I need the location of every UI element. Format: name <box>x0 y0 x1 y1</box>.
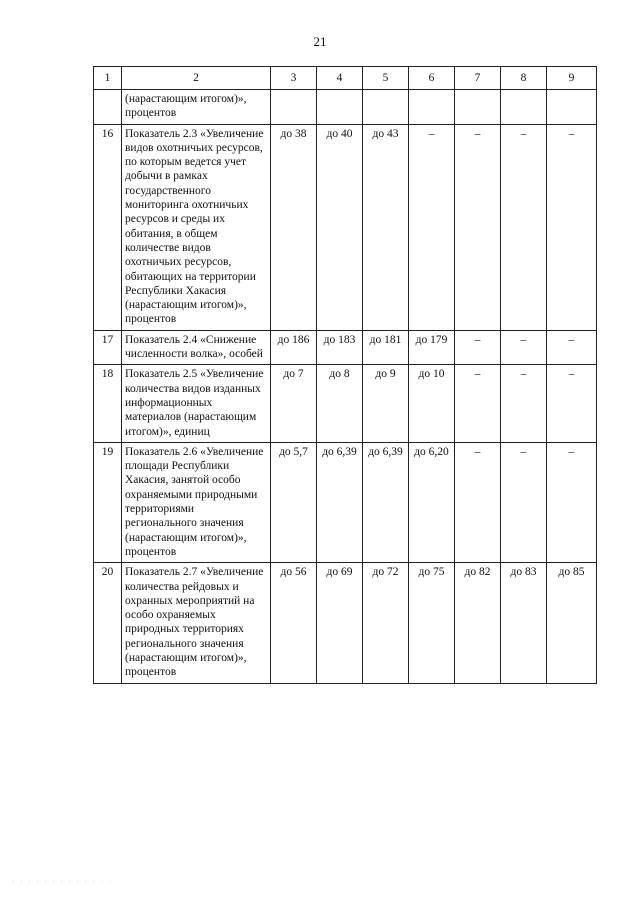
table-row <box>94 442 597 562</box>
row-number: 17 <box>94 330 122 365</box>
header-cell: 8 <box>501 67 547 90</box>
value-cell: до 5,7 <box>271 442 317 562</box>
value-cell: – <box>455 442 501 562</box>
value-cell: до 7 <box>271 365 317 442</box>
value-cell: – <box>501 365 547 442</box>
indicator-name: Показатель 2.6 «Увеличение площади Республики Хакасия, занятой особо охраняемыми природными территориями регионального значения (нарастающим итогом)», процентов <box>122 442 271 562</box>
row-number: 18 <box>94 365 122 442</box>
value-cell: до 43 <box>363 124 409 330</box>
value-cell <box>455 90 501 125</box>
table-row <box>94 365 597 442</box>
header-cell: 1 <box>94 67 122 90</box>
page-number: 21 <box>313 34 327 49</box>
value-cell: до 8 <box>317 365 363 442</box>
value-cell: – <box>409 124 455 330</box>
row-number: 20 <box>94 563 122 683</box>
indicator-name: Показатель 2.4 «Снижение численности волка», особей <box>122 330 271 365</box>
value-cell: до 85 <box>547 563 597 683</box>
value-cell <box>501 90 547 125</box>
value-cell: до 6,39 <box>317 442 363 562</box>
value-cell: – <box>455 365 501 442</box>
table-row <box>94 563 597 683</box>
indicators-table <box>93 66 597 684</box>
header-cell: 2 <box>122 67 271 90</box>
value-cell <box>547 90 597 125</box>
value-cell: – <box>547 442 597 562</box>
value-cell: до 75 <box>409 563 455 683</box>
value-cell: до 69 <box>317 563 363 683</box>
indicator-name: Показатель 2.3 «Увеличение видов охотничьих ресурсов, по которым ведется учет добычи в рамках государственного мониторинга охотничьих ресурсов и среды их обитания, в общем количестве видов охотничьих ресурсов, обитающих на территории Республики Хакасия (нарастающим итогом)», процентов <box>122 124 271 330</box>
value-cell: до 181 <box>363 330 409 365</box>
value-cell: до 56 <box>271 563 317 683</box>
header-cell: 4 <box>317 67 363 90</box>
value-cell: – <box>547 330 597 365</box>
header-cell: 3 <box>271 67 317 90</box>
value-cell: – <box>501 124 547 330</box>
header-cell: 6 <box>409 67 455 90</box>
header-cell: 9 <box>547 67 597 90</box>
value-cell: до 186 <box>271 330 317 365</box>
indicator-name: Показатель 2.5 «Увеличение количества видов изданных информационных материалов (нарастающим итогом)», единиц <box>122 365 271 442</box>
row-number: 16 <box>94 124 122 330</box>
value-cell: до 6,20 <box>409 442 455 562</box>
row-number: 19 <box>94 442 122 562</box>
value-cell <box>409 90 455 125</box>
value-cell: – <box>547 365 597 442</box>
value-cell: до 179 <box>409 330 455 365</box>
value-cell <box>271 90 317 125</box>
scan-artifact: · · · · · · · · · · · · · <box>12 878 114 886</box>
header-cell: 5 <box>363 67 409 90</box>
value-cell: – <box>455 124 501 330</box>
table-row <box>94 330 597 365</box>
table-row <box>94 90 597 125</box>
table-row <box>94 124 597 330</box>
value-cell: до 183 <box>317 330 363 365</box>
value-cell <box>317 90 363 125</box>
value-cell <box>363 90 409 125</box>
value-cell: до 82 <box>455 563 501 683</box>
value-cell: – <box>501 330 547 365</box>
header-cell: 7 <box>455 67 501 90</box>
value-cell: до 6,39 <box>363 442 409 562</box>
value-cell: до 9 <box>363 365 409 442</box>
row-number <box>94 90 122 125</box>
header-row <box>94 67 597 90</box>
value-cell: – <box>455 330 501 365</box>
value-cell: – <box>547 124 597 330</box>
value-cell: до 40 <box>317 124 363 330</box>
value-cell: до 10 <box>409 365 455 442</box>
indicator-name: Показатель 2.7 «Увеличение количества рейдовых и охранных мероприятий на особо охраняемых природных территориях регионального значения (нарастающим итогом)», процентов <box>122 563 271 683</box>
value-cell: – <box>501 442 547 562</box>
value-cell: до 83 <box>501 563 547 683</box>
value-cell: до 72 <box>363 563 409 683</box>
value-cell: до 38 <box>271 124 317 330</box>
indicator-name: (нарастающим итогом)», процентов <box>122 90 271 125</box>
